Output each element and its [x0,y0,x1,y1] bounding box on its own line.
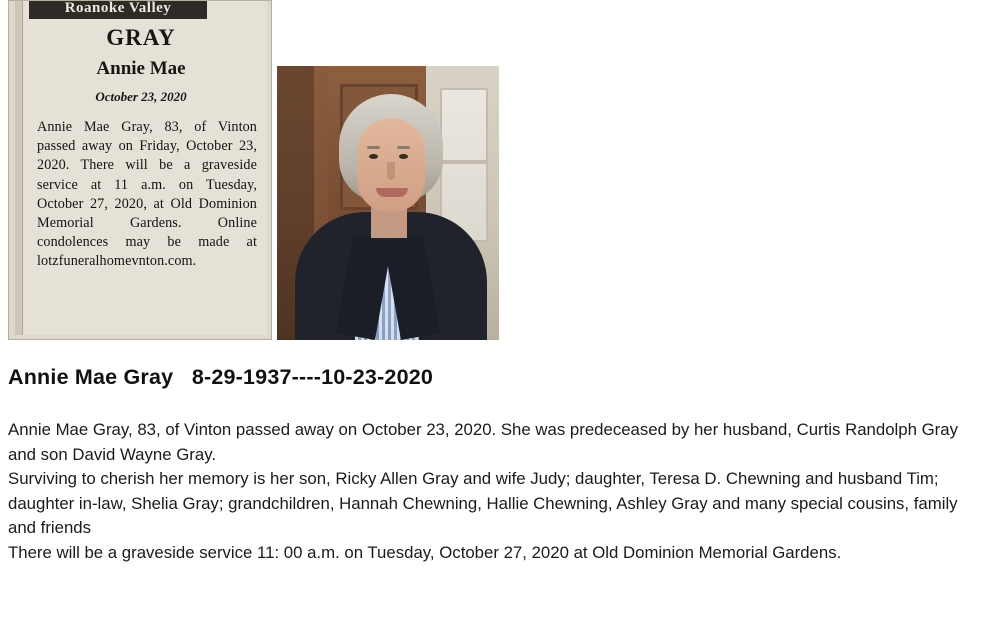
photo-subject-eyebrow-right [397,146,410,149]
page-title: Annie Mae Gray 8-29-1937----10-23-2020 [8,365,434,389]
clipping-inner [15,1,267,335]
obituary-paragraph-2: Surviving to cherish her memory is her son, Ricky Allen Gray and wife Judy; daughter, Teresa D. Chewning and husband Tim; daughter in-law, Shelia Gray; grandchildren, Hannah Chewning, Hallie Chewning, Ashley Gray and many special cousins, family and friends [8,469,958,538]
clipping-surname: GRAY [106,25,176,50]
portrait-photo [277,66,499,340]
photo-subject-nose [387,162,395,180]
clipping-date: October 23, 2020 [95,89,187,104]
photo-subject-mouth [376,188,408,197]
obituary-paragraph-1: Annie Mae Gray, 83, of Vinton passed away on October 23, 2020. She was predeceased by her husband, Curtis Randolph Gray and son David Wayne Gray. [8,420,958,464]
obituary-body [8,418,976,566]
clipping-banner: Roanoke Valley [29,1,207,19]
photo-subject-eyebrow-left [367,146,380,149]
obituary-paragraph-3: There will be a graveside service 11: 00 a.m. on Tuesday, October 27, 2020 at Old Dominion Memorial Gardens. [8,542,842,562]
photo-subject-eye-right [399,154,408,159]
clipping-gutter [15,1,23,335]
clipping-body-text: Annie Mae Gray, 83, of Vinton passed away on Friday, October 23, 2020. There will be a graveside service at 11 a.m. on Tuesday, October 27, 2020, at Old Dominion Memorial Gardens. Online condolences may be made at lotzfuneralhomevnton.com. [37,119,257,270]
photo-window-bar [442,160,486,164]
photo-subject-eye-left [369,154,378,159]
clipping-given-name: Annie Mae [96,58,186,79]
newspaper-clipping [8,0,272,340]
